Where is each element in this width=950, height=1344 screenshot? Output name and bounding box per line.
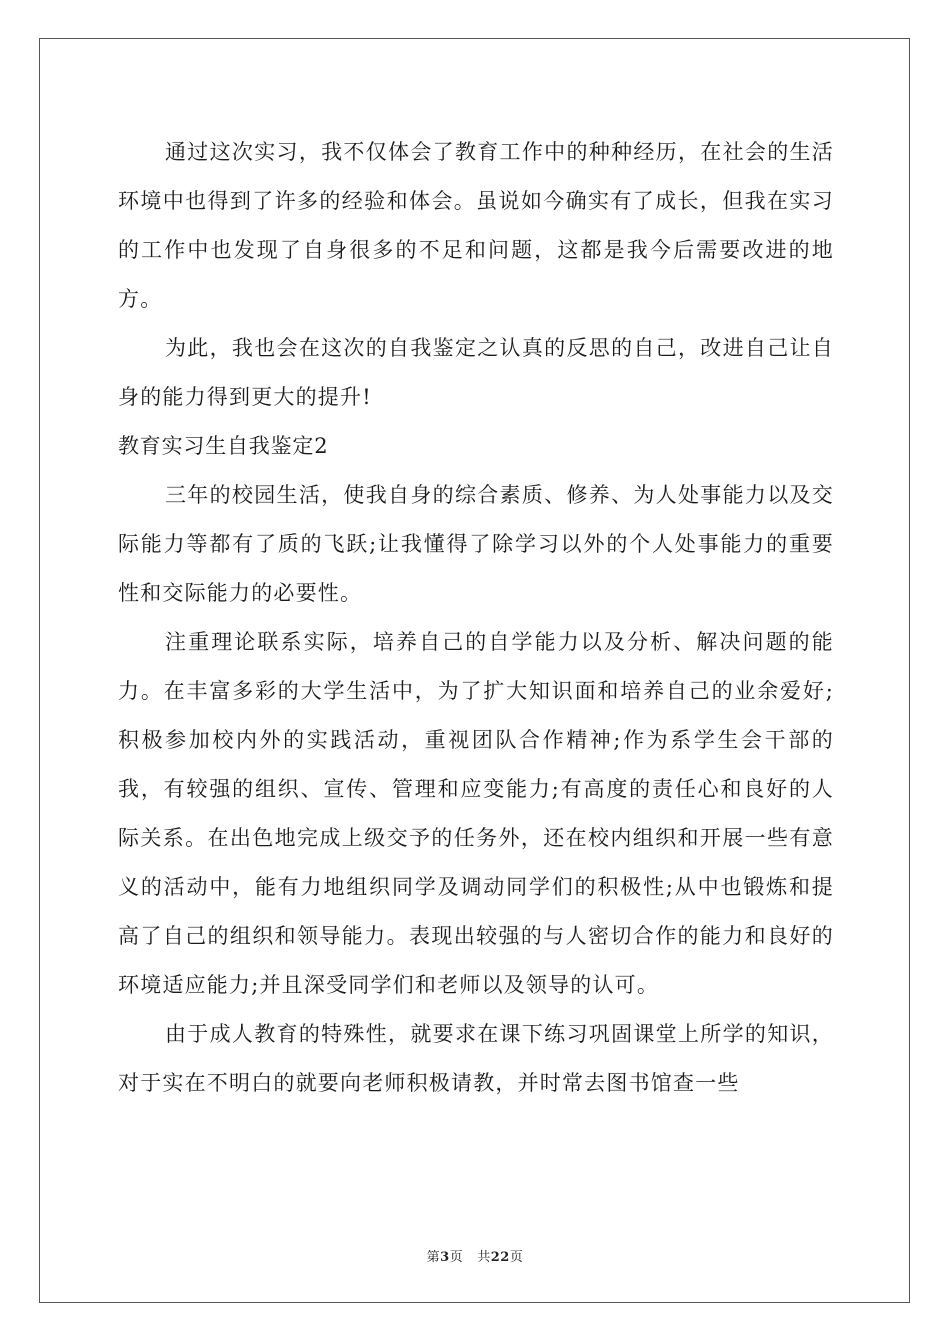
total-suffix: 页 bbox=[509, 1250, 524, 1265]
page-number: 3 bbox=[440, 1250, 450, 1265]
paragraph-3: 三年的校园生活，使我自身的综合素质、修养、为人处事能力以及交际能力等都有了质的飞跃;让我懂得了除学习以外的个人处事能力的重要性和交际能力的必要性。 bbox=[118, 483, 834, 605]
paragraph-2: 为此，我也会在这次的自我鉴定之认真的反思的自己，改进自己让自身的能力得到更大的提升! bbox=[118, 336, 834, 409]
paragraph-1: 通过这次实习，我不仅体会了教育工作中的种种经历，在社会的生活环境中也得到了许多的经验和体会。虽说如今确实有了成长，但我在实习的工作中也发现了自身很多的不足和问题，这都是我今后需要改进的地方。 bbox=[118, 140, 834, 311]
total-pages: 22 bbox=[490, 1250, 510, 1265]
page-footer bbox=[0, 1246, 950, 1265]
paragraph-5: 由于成人教育的特殊性，就要求在课下练习巩固课堂上所学的知识，对于实在不明白的就要向老师积极请教，并时常去图书馆查一些 bbox=[118, 1022, 834, 1095]
page-suffix: 页 bbox=[449, 1250, 464, 1265]
paragraph-4: 注重理论联系实际，培养自己的自学能力以及分析、解决问题的能力。在丰富多彩的大学生活中，为了扩大知识面和培养自己的业余爱好;积极参加校内外的实践活动，重视团队合作精神;作为系学生会干部的我，有较强的组织、宣传、管理和应变能力;有高度的责任心和良好的人际关系。在出色地完成上级交予的任务外，还在校内组织和开展一些有意义的活动中，能有力地组织同学及调动同学们的积极性;从中也锻炼和提高了自己的组织和领导能力。表现出较强的与人密切合作的能力和良好的环境适应能力;并且深受同学们和老师以及领导的认可。 bbox=[118, 630, 834, 997]
section-heading: 教育实习生自我鉴定2 bbox=[118, 434, 329, 458]
document-body bbox=[118, 128, 834, 1108]
total-prefix: 共 bbox=[477, 1250, 491, 1265]
page-prefix: 第 bbox=[426, 1250, 441, 1265]
